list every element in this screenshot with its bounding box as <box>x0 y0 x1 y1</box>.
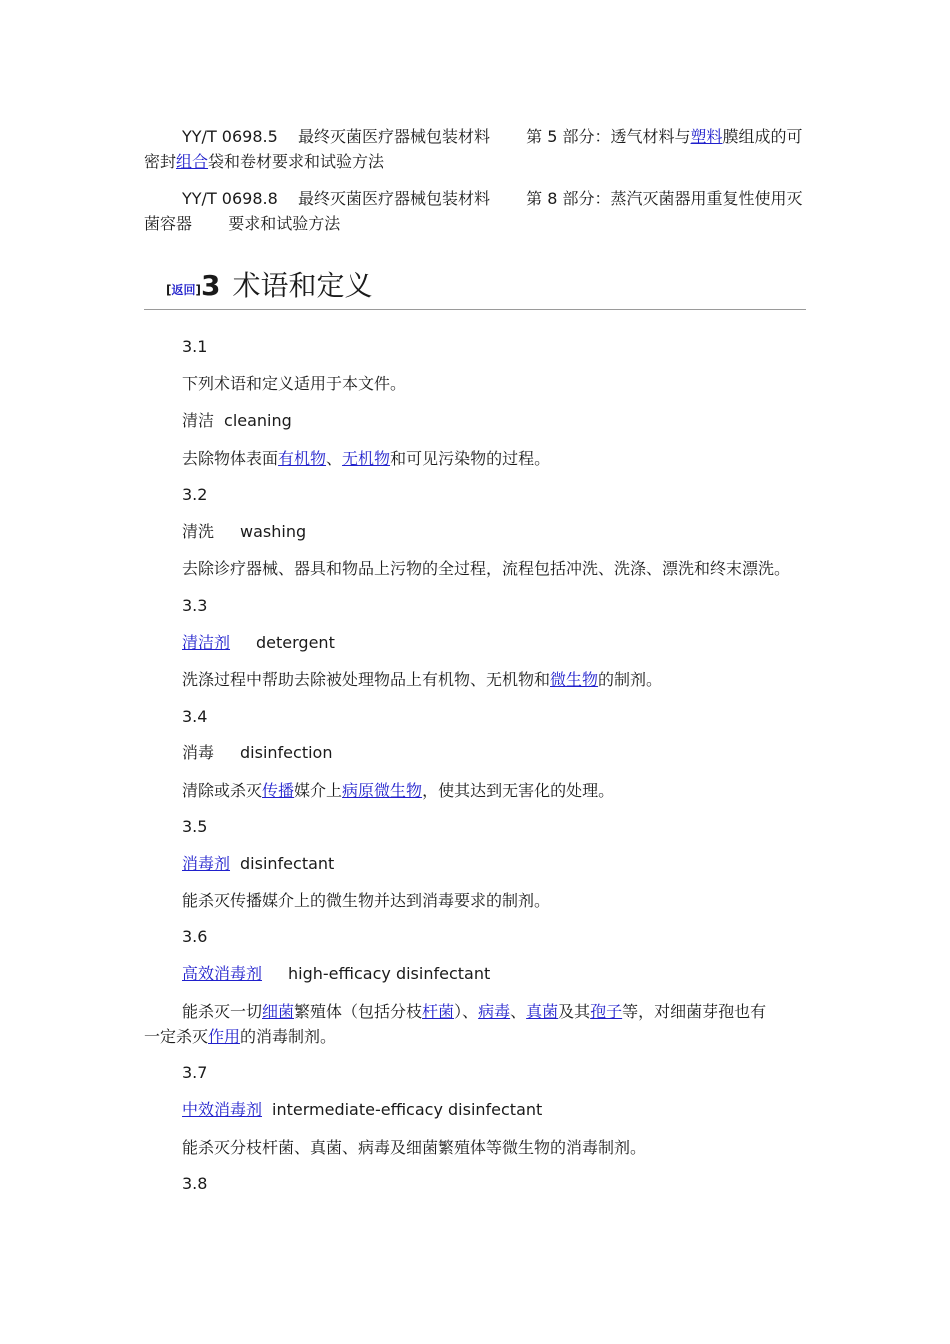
term-name <box>182 1099 542 1121</box>
term-en: disinfection <box>240 743 333 762</box>
link-fungus[interactable]: 真菌 <box>526 1002 559 1021</box>
term-name <box>182 853 334 875</box>
reference-text: 菌容器 <box>144 214 193 233</box>
reference-code: YY/T 0698.8 <box>182 189 278 208</box>
term-definition: 去除诊疗器械、器具和物品上污物的全过程，流程包括冲洗、洗涤、漂洗和终末漂洗。 <box>182 559 791 578</box>
reference-line <box>182 126 803 148</box>
definition-text: 、 <box>326 449 343 468</box>
term-intro: 下列术语和定义适用于本文件。 <box>182 374 407 393</box>
definition-text: 的消毒制剂。 <box>240 1027 337 1046</box>
term-number: 3.2 <box>182 485 208 504</box>
term-name <box>182 742 332 764</box>
section-title: 术语和定义 <box>232 269 373 302</box>
link-transmission[interactable]: 传播 <box>262 781 295 800</box>
heading-divider <box>144 309 806 310</box>
term-zh: 消毒 <box>182 743 215 762</box>
link-disinfectant[interactable]: 消毒剂 <box>182 854 231 873</box>
term-en: detergent <box>256 633 335 652</box>
definition-text: 去除物体表面 <box>182 449 279 468</box>
definition-text: 、 <box>510 1002 527 1021</box>
back-link-wrapper: [返回] <box>166 283 201 297</box>
definition-text: 和可见污染物的过程。 <box>390 449 551 468</box>
link-high-efficacy-disinfectant[interactable]: 高效消毒剂 <box>182 964 263 983</box>
reference-part-text: 膜组成的可 <box>722 127 803 146</box>
term-definition-continued <box>144 1026 336 1048</box>
term-number: 3.5 <box>182 817 208 836</box>
term-en: cleaning <box>224 411 292 430</box>
definition-text: 一定杀灭 <box>144 1027 209 1046</box>
definition-text: ）、 <box>454 1002 479 1021</box>
reference-part-text: 第 8 部分：蒸汽灭菌器用重复性使用灭 <box>526 189 803 208</box>
link-virus[interactable]: 病毒 <box>478 1002 511 1021</box>
definition-text: 及其 <box>558 1002 591 1021</box>
reference-text: 袋和卷材要求和试验方法 <box>208 152 385 171</box>
reference-title: 最终灭菌医疗器械包装材料 <box>297 189 490 208</box>
reference-line-continued <box>144 213 340 235</box>
reference-text: 密封 <box>144 152 177 171</box>
term-name <box>182 963 490 985</box>
link-bacteria[interactable]: 细菌 <box>262 1002 295 1021</box>
section-heading <box>166 266 372 310</box>
term-zh: 清洗 <box>182 522 215 541</box>
term-definition <box>182 448 550 470</box>
definition-text: 等，对细菌芽孢也有 <box>622 1002 767 1021</box>
definition-text: 能杀灭一切 <box>182 1002 263 1021</box>
link-pathogenic-microorganism[interactable]: 病原微生物 <box>342 781 423 800</box>
reference-text: 要求和试验方法 <box>228 214 341 233</box>
definition-text: 繁殖体（包括分枝 <box>294 1002 423 1021</box>
term-number: 3.1 <box>182 337 208 356</box>
link-detergent[interactable]: 清洁剂 <box>182 633 231 652</box>
term-definition <box>182 669 662 691</box>
definition-text: ，使其达到无害化的处理。 <box>422 781 615 800</box>
term-number: 3.4 <box>182 707 208 726</box>
term-number: 3.6 <box>182 927 208 946</box>
link-intermediate-efficacy-disinfectant[interactable]: 中效消毒剂 <box>182 1100 263 1119</box>
link-organic-matter[interactable]: 有机物 <box>278 449 327 468</box>
term-en: disinfectant <box>240 854 335 873</box>
term-name <box>182 410 292 432</box>
term-zh: 清洁 <box>182 411 215 430</box>
term-name <box>182 632 335 654</box>
term-number: 3.8 <box>182 1174 208 1193</box>
definition-text: 的制剂。 <box>598 670 663 689</box>
reference-line <box>182 188 803 210</box>
link-effect[interactable]: 作用 <box>208 1027 241 1046</box>
term-definition <box>182 1001 766 1023</box>
link-spore[interactable]: 孢子 <box>590 1002 623 1021</box>
link-inorganic-matter[interactable]: 无机物 <box>342 449 391 468</box>
term-en: high-efficacy disinfectant <box>288 964 491 983</box>
link-bacillus[interactable]: 杆菌 <box>422 1002 455 1021</box>
term-definition <box>182 780 614 802</box>
term-definition: 能杀灭传播媒介上的微生物并达到消毒要求的制剂。 <box>182 891 551 910</box>
term-number: 3.7 <box>182 1063 208 1082</box>
reference-line-continued <box>144 151 384 173</box>
definition-text: 清除或杀灭 <box>182 781 263 800</box>
reference-part-text: 第 5 部分：透气材料与 <box>526 127 691 146</box>
term-name <box>182 521 306 543</box>
term-definition: 能杀灭分枝杆菌、真菌、病毒及细菌繁殖体等微生物的消毒制剂。 <box>182 1138 647 1157</box>
link-plastic[interactable]: 塑料 <box>690 127 723 146</box>
back-link[interactable]: 返回 <box>171 283 196 297</box>
term-number: 3.3 <box>182 596 208 615</box>
term-en: intermediate-efficacy disinfectant <box>272 1100 543 1119</box>
link-combination[interactable]: 组合 <box>176 152 209 171</box>
definition-text: 媒介上 <box>294 781 343 800</box>
definition-text: 洗涤过程中帮助去除被处理物品上有机物、无机物和 <box>182 670 551 689</box>
reference-title: 最终灭菌医疗器械包装材料 <box>297 127 490 146</box>
section-number: 3 <box>200 269 221 302</box>
reference-code: YY/T 0698.5 <box>182 127 278 146</box>
term-en: washing <box>240 522 307 541</box>
link-microorganism[interactable]: 微生物 <box>550 670 599 689</box>
